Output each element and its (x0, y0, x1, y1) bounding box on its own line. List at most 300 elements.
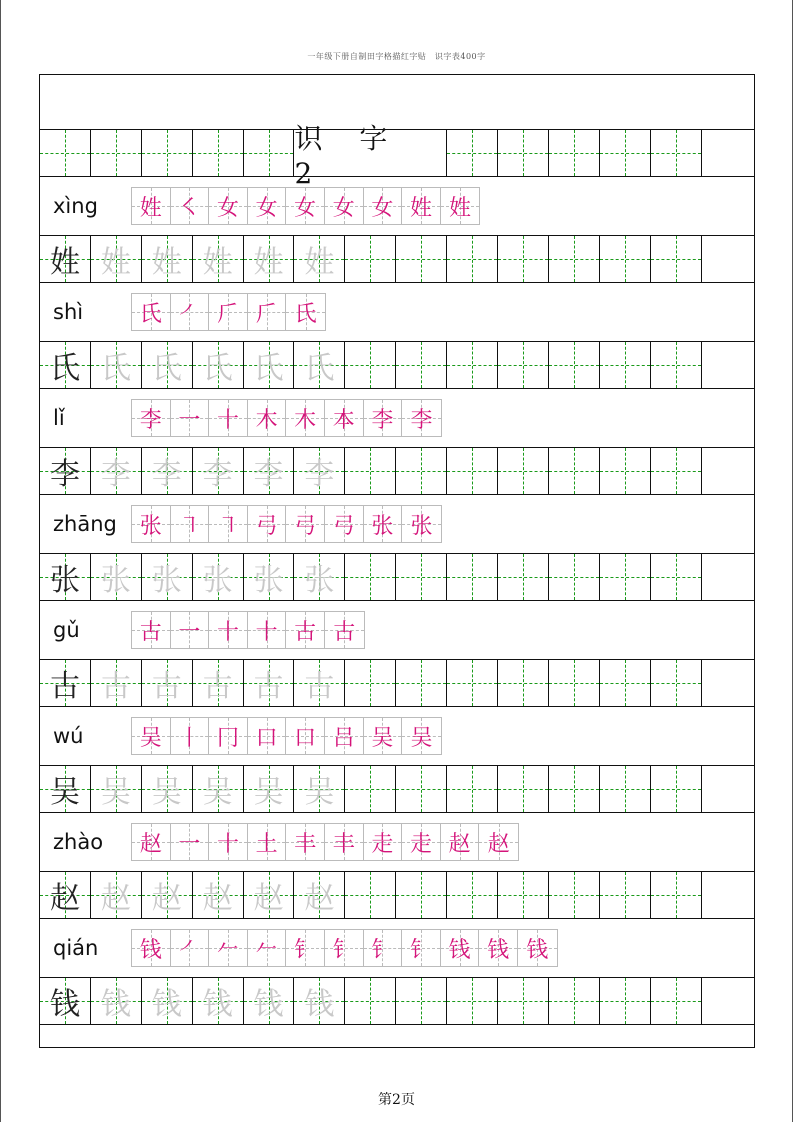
pinyin-label: wú (53, 724, 84, 748)
grid-cell (142, 236, 193, 282)
grid-cell (549, 978, 600, 1024)
practice-row (40, 447, 754, 495)
grid-cell (193, 236, 244, 282)
stroke-box (209, 506, 248, 542)
stroke-box (286, 612, 325, 648)
trace-character: 赵 (253, 881, 284, 916)
stroke-box (441, 188, 480, 224)
grid-cell (702, 978, 754, 1024)
stroke-box (325, 188, 364, 224)
guide-line-vertical (421, 448, 422, 494)
trace-character: 李 (151, 457, 182, 492)
guide-line-vertical (676, 130, 677, 176)
stroke-box (402, 718, 441, 754)
stroke-box (248, 506, 287, 542)
grid-cell (345, 766, 396, 812)
guide-line-vertical (472, 554, 473, 600)
practice-row (40, 977, 754, 1025)
guide-line-vertical (370, 554, 371, 600)
stroke-box (248, 930, 287, 966)
stroke-glyph: 钱 (487, 937, 510, 963)
guide-line-vertical (65, 130, 66, 176)
stroke-box (286, 294, 325, 330)
grid-cell (498, 554, 549, 600)
trace-character: 古 (304, 669, 335, 704)
stroke-box (402, 506, 441, 542)
stroke-box (132, 930, 171, 966)
guide-line-vertical (676, 660, 677, 706)
stroke-order-row (40, 601, 754, 659)
grid-cell (549, 660, 600, 706)
grid-cell (396, 660, 447, 706)
stroke-box (209, 188, 248, 224)
trace-character: 吴 (304, 775, 335, 810)
guide-line-vertical (523, 448, 524, 494)
stroke-box (248, 188, 287, 224)
guide-line-vertical (523, 342, 524, 388)
stroke-glyph: 𠂆 (255, 301, 278, 327)
model-character: 赵 (49, 881, 80, 916)
stroke-box (171, 718, 210, 754)
trace-character: 钱 (304, 987, 335, 1022)
grid-cell (651, 236, 702, 282)
grid-cell (651, 130, 702, 176)
stroke-sequence (131, 187, 480, 225)
guide-line-vertical (574, 342, 575, 388)
lesson-title: 识 字 2 (294, 121, 402, 190)
trace-character: 氏 (151, 351, 182, 386)
grid-cell (244, 554, 295, 600)
guide-line-vertical (625, 766, 626, 812)
trace-character: 李 (202, 457, 233, 492)
stroke-box (402, 930, 441, 966)
guide-line-vertical (676, 872, 677, 918)
grid-cell (345, 660, 396, 706)
grid-cell (651, 554, 702, 600)
stroke-box (286, 506, 325, 542)
title-row (40, 121, 754, 190)
grid-cell (447, 660, 498, 706)
stroke-box (132, 400, 171, 436)
stroke-order-row (40, 389, 754, 447)
grid-cell (549, 554, 600, 600)
stroke-glyph: 吕 (332, 725, 355, 751)
trace-character: 吴 (202, 775, 233, 810)
grid-cell (294, 554, 345, 600)
guide-line-vertical (574, 660, 575, 706)
stroke-glyph: 𠂆 (216, 301, 239, 327)
stroke-box (325, 612, 364, 648)
guide-line-vertical (523, 130, 524, 176)
stroke-sequence (131, 717, 442, 755)
stroke-glyph: 钱 (139, 937, 162, 963)
stroke-glyph: ㇕ (178, 513, 201, 539)
stroke-glyph: 一 (178, 619, 201, 645)
grid-cell (91, 660, 142, 706)
stroke-box (364, 930, 403, 966)
grid-cell (396, 978, 447, 1024)
stroke-glyph: 一 (178, 831, 201, 857)
guide-line-vertical (676, 236, 677, 282)
practice-sheet (39, 74, 755, 1048)
pinyin-label: qián (53, 936, 99, 960)
guide-line-vertical (370, 342, 371, 388)
grid-cell (498, 660, 549, 706)
stroke-glyph: 弓 (332, 513, 355, 539)
grid-cell (244, 872, 295, 918)
grid-cell (549, 872, 600, 918)
trace-character: 张 (253, 563, 284, 598)
guide-line-vertical (472, 342, 473, 388)
trace-character: 钱 (151, 987, 182, 1022)
guide-line-vertical (421, 766, 422, 812)
trace-character: 钱 (253, 987, 284, 1022)
stroke-glyph: 吴 (371, 725, 394, 751)
stroke-glyph: 张 (139, 513, 162, 539)
grid-cell (498, 342, 549, 388)
stroke-box (441, 930, 480, 966)
grid-cell (294, 660, 345, 706)
trace-character: 钱 (202, 987, 233, 1022)
trace-character: 赵 (151, 881, 182, 916)
grid-cell (396, 448, 447, 494)
grid-cell (142, 978, 193, 1024)
grid-cell (651, 766, 702, 812)
grid-cell (447, 872, 498, 918)
grid-cell (193, 660, 244, 706)
stroke-glyph: ㇛ (178, 195, 201, 221)
guide-line-vertical (676, 448, 677, 494)
guide-line-vertical (625, 130, 626, 176)
stroke-box (209, 612, 248, 648)
guide-line-vertical (574, 766, 575, 812)
stroke-glyph: 一 (178, 407, 201, 433)
trace-character: 氏 (304, 351, 335, 386)
stroke-sequence (131, 505, 442, 543)
guide-line-vertical (676, 554, 677, 600)
stroke-glyph: 钅 (409, 937, 432, 963)
stroke-box (209, 930, 248, 966)
grid-cell (193, 448, 244, 494)
stroke-glyph: 李 (371, 407, 394, 433)
stroke-glyph: 古 (294, 619, 317, 645)
stroke-box (364, 400, 403, 436)
grid-cell (142, 130, 193, 176)
model-character: 古 (49, 669, 80, 704)
stroke-box (518, 930, 557, 966)
guide-line-vertical (574, 130, 575, 176)
grid-cell (498, 448, 549, 494)
trace-character: 姓 (151, 245, 182, 280)
stroke-sequence (131, 611, 365, 649)
stroke-box (132, 294, 171, 330)
grid-cell (600, 342, 651, 388)
stroke-box (171, 506, 210, 542)
model-character: 张 (49, 563, 80, 598)
grid-cell (193, 130, 244, 176)
trace-character: 姓 (253, 245, 284, 280)
stroke-glyph: 弓 (255, 513, 278, 539)
grid-cell (651, 448, 702, 494)
stroke-glyph: 赵 (448, 831, 471, 857)
stroke-glyph: 古 (139, 619, 162, 645)
stroke-box (364, 824, 403, 860)
stroke-order-row (40, 919, 754, 977)
guide-line-vertical (625, 660, 626, 706)
model-character: 姓 (49, 245, 80, 280)
grid-cell (498, 872, 549, 918)
stroke-glyph: 赵 (139, 831, 162, 857)
guide-line-vertical (472, 236, 473, 282)
guide-line-vertical (523, 978, 524, 1024)
guide-line-vertical (625, 872, 626, 918)
stroke-glyph: 丰 (294, 831, 317, 857)
grid-cell (193, 766, 244, 812)
stroke-box (248, 294, 287, 330)
guide-line-vertical (472, 448, 473, 494)
stroke-box (171, 612, 210, 648)
stroke-sequence (131, 293, 326, 331)
stroke-box (286, 930, 325, 966)
grid-cell (345, 554, 396, 600)
stroke-glyph: 𠂉 (255, 937, 278, 963)
stroke-box (248, 400, 287, 436)
stroke-sequence (131, 399, 442, 437)
trace-character: 李 (304, 457, 335, 492)
guide-line-vertical (116, 130, 117, 176)
grid-cell (600, 872, 651, 918)
stroke-box (132, 824, 171, 860)
guide-line-vertical (523, 236, 524, 282)
stroke-glyph: 走 (409, 831, 432, 857)
grid-cell (294, 872, 345, 918)
grid-cell (142, 872, 193, 918)
stroke-box (479, 930, 518, 966)
grid-cell (651, 342, 702, 388)
grid-cell (702, 660, 754, 706)
grid-cell (345, 872, 396, 918)
trace-character: 姓 (202, 245, 233, 280)
grid-cell (447, 978, 498, 1024)
guide-line-vertical (676, 342, 677, 388)
guide-line-vertical (676, 766, 677, 812)
stroke-glyph: 口 (255, 725, 278, 751)
stroke-glyph: 十 (255, 619, 278, 645)
stroke-box (132, 718, 171, 754)
guide-line-vertical (421, 978, 422, 1024)
grid-cell (91, 236, 142, 282)
guide-line-vertical (574, 978, 575, 1024)
grid-cell (549, 342, 600, 388)
grid-cell (91, 978, 142, 1024)
model-character: 氏 (49, 351, 80, 386)
grid-cell (294, 448, 345, 494)
grid-cell (651, 978, 702, 1024)
stroke-box (364, 506, 403, 542)
trace-character: 张 (304, 563, 335, 598)
grid-cell (91, 448, 142, 494)
stroke-glyph: 姓 (139, 195, 162, 221)
guide-line-vertical (523, 554, 524, 600)
grid-cell (40, 872, 91, 918)
grid-cell (498, 978, 549, 1024)
trace-character: 张 (151, 563, 182, 598)
practice-row (40, 341, 754, 389)
grid-cell (447, 554, 498, 600)
grid-cell (91, 130, 142, 176)
stroke-box (171, 294, 210, 330)
stroke-glyph: 钅 (332, 937, 355, 963)
grid-cell (396, 236, 447, 282)
grid-cell (193, 342, 244, 388)
grid-cell (651, 660, 702, 706)
trace-character: 赵 (100, 881, 131, 916)
grid-cell (600, 554, 651, 600)
stroke-glyph: 赵 (487, 831, 510, 857)
grid-cell (294, 342, 345, 388)
stroke-glyph: 女 (255, 195, 278, 221)
grid-cell (600, 236, 651, 282)
grid-cell (549, 448, 600, 494)
trace-character: 姓 (304, 245, 335, 280)
stroke-sequence (131, 929, 558, 967)
guide-line-vertical (523, 872, 524, 918)
stroke-box (286, 188, 325, 224)
stroke-glyph: ㇒ (178, 937, 201, 963)
stroke-glyph: 钅 (294, 937, 317, 963)
trace-character: 古 (151, 669, 182, 704)
grid-cell (447, 236, 498, 282)
trace-character: 赵 (202, 881, 233, 916)
grid-cell (702, 554, 754, 600)
stroke-glyph: 弓 (294, 513, 317, 539)
stroke-glyph: 姓 (449, 195, 472, 221)
grid-cell (244, 978, 295, 1024)
grid-cell (702, 448, 754, 494)
grid-cell (600, 660, 651, 706)
stroke-glyph: 张 (410, 513, 433, 539)
guide-line-vertical (472, 766, 473, 812)
grid-cell (244, 236, 295, 282)
grid-cell (345, 978, 396, 1024)
stroke-glyph: 十 (216, 619, 239, 645)
guide-line-vertical (574, 872, 575, 918)
grid-cell (193, 978, 244, 1024)
stroke-box (441, 824, 480, 860)
stroke-glyph: 李 (139, 407, 162, 433)
guide-line-vertical (218, 130, 219, 176)
guide-line-vertical (574, 554, 575, 600)
stroke-glyph: 吴 (139, 725, 162, 751)
stroke-glyph: 土 (255, 831, 278, 857)
grid-cell (193, 554, 244, 600)
stroke-glyph: 木 (255, 407, 278, 433)
grid-cell (702, 766, 754, 812)
stroke-box (209, 400, 248, 436)
guide-line-vertical (472, 872, 473, 918)
stroke-glyph: 钱 (448, 937, 471, 963)
pinyin-label: xìng (53, 194, 98, 218)
grid-cell (294, 978, 345, 1024)
guide-line-vertical (370, 236, 371, 282)
stroke-order-row (40, 283, 754, 341)
stroke-order-row (40, 707, 754, 765)
guide-line-vertical (625, 342, 626, 388)
grid-cell (549, 236, 600, 282)
stroke-glyph: 女 (332, 195, 355, 221)
pinyin-label: lǐ (53, 406, 65, 430)
stroke-glyph: 古 (333, 619, 356, 645)
trace-character: 氏 (100, 351, 131, 386)
grid-cell (396, 342, 447, 388)
grid-cell (244, 448, 295, 494)
grid-cell (40, 660, 91, 706)
model-character: 李 (49, 457, 80, 492)
page-border-left (0, 0, 1, 1122)
stroke-glyph: ㇕ (216, 513, 239, 539)
grid-cell (142, 660, 193, 706)
guide-line-vertical (523, 766, 524, 812)
practice-row (40, 765, 754, 813)
grid-cell (40, 554, 91, 600)
grid-cell (142, 448, 193, 494)
trace-character: 吴 (253, 775, 284, 810)
trace-character: 张 (100, 563, 131, 598)
title-cell (294, 121, 447, 190)
grid-cell (91, 554, 142, 600)
stroke-box (325, 824, 364, 860)
grid-cell (600, 448, 651, 494)
guide-line-vertical (421, 554, 422, 600)
grid-cell (91, 872, 142, 918)
stroke-box (248, 718, 287, 754)
stroke-glyph: 氏 (139, 301, 162, 327)
stroke-sequence (131, 823, 519, 861)
grid-cell (345, 448, 396, 494)
stroke-glyph: 姓 (409, 195, 432, 221)
grid-cell (40, 766, 91, 812)
guide-line-vertical (167, 130, 168, 176)
stroke-glyph: 张 (371, 513, 394, 539)
grid-cell (702, 130, 754, 176)
practice-row (40, 871, 754, 919)
grid-cell (244, 766, 295, 812)
stroke-order-row (40, 177, 754, 235)
trace-character: 赵 (304, 881, 335, 916)
page-number: 第2页 (378, 1092, 415, 1108)
pinyin-label: gǔ (53, 618, 80, 642)
stroke-glyph: 𠂉 (216, 937, 239, 963)
stroke-order-row (40, 813, 754, 871)
grid-cell (498, 766, 549, 812)
grid-cell (345, 236, 396, 282)
guide-line-vertical (625, 554, 626, 600)
model-character: 吴 (49, 775, 80, 810)
grid-cell (91, 342, 142, 388)
grid-cell (600, 766, 651, 812)
guide-line-vertical (421, 236, 422, 282)
guide-line-vertical (370, 872, 371, 918)
stroke-box (171, 188, 210, 224)
grid-cell (396, 872, 447, 918)
stroke-glyph: 十 (216, 831, 239, 857)
stroke-glyph: 钅 (371, 937, 394, 963)
stroke-box (402, 188, 441, 224)
guide-line-vertical (421, 342, 422, 388)
practice-row (40, 553, 754, 601)
stroke-order-row (40, 495, 754, 553)
guide-line-vertical (370, 978, 371, 1024)
